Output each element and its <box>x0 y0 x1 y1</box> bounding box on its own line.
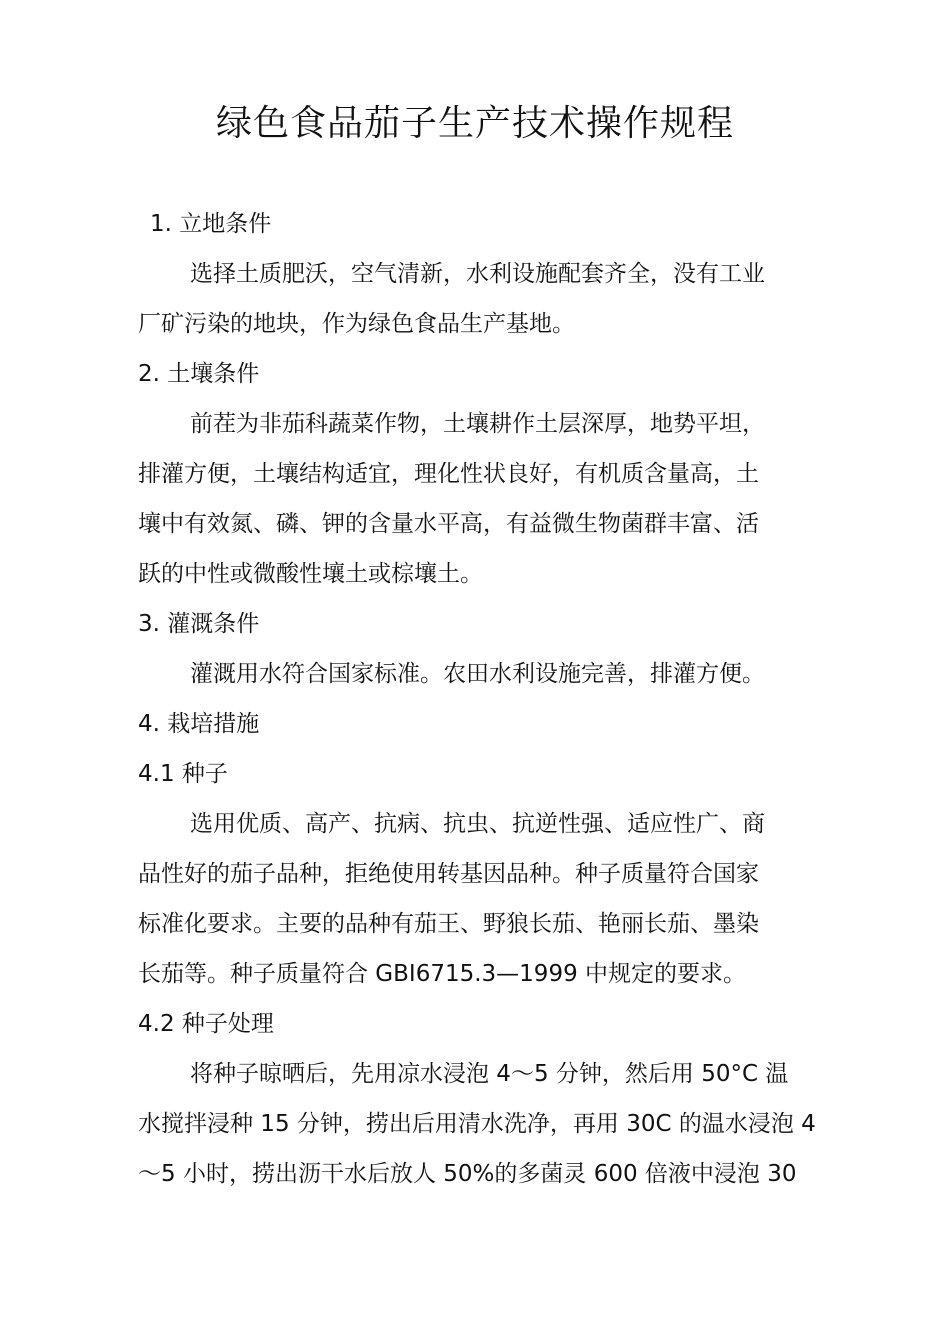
paragraph-line: 跃的中性或微酸性壤土或棕壤土。 <box>138 561 483 587</box>
paragraph-line: 前茬为非茄科蔬菜作物，土壤耕作土层深厚，地势平坦， <box>190 411 765 437</box>
subsection-heading-4-2: 4.2 种子处理 <box>138 1011 274 1037</box>
paragraph-line: 选用优质、高产、抗病、抗虫、抗逆性强、适应性广、商 <box>190 811 765 837</box>
document-title: 绿色食品茄子生产技术操作规程 <box>215 103 734 144</box>
section-heading-4: 4. 栽培措施 <box>138 711 260 737</box>
paragraph-line: 将种子晾晒后，先用凉水浸泡 4〜5 分钟，然后用 50°C 温 <box>190 1061 789 1087</box>
section-heading-2: 2. 土壤条件 <box>138 361 260 387</box>
paragraph-line: 灌溉用水符合国家标准。农田水利设施完善，排灌方便。 <box>190 661 765 687</box>
paragraph-line: 厂矿污染的地块，作为绿色食品生产基地。 <box>138 311 575 337</box>
paragraph-line: 壤中有效氮、磷、钾的含量水平高，有益微生物菌群丰富、活 <box>138 511 759 537</box>
paragraph-line: 长茄等。种子质量符合 GBI6715.3—1999 中规定的要求。 <box>138 961 747 987</box>
paragraph-line: 品性好的茄子品种，拒绝使用转基因品种。种子质量符合国家 <box>138 861 759 887</box>
paragraph-line: 水搅拌浸种 15 分钟，捞出后用清水洗净，再用 30C 的温水浸泡 4 <box>138 1111 816 1137</box>
subsection-heading-4-1: 4.1 种子 <box>138 761 228 787</box>
section-heading-1: 1. 立地条件 <box>150 211 272 237</box>
paragraph-line: 〜5 小时，捞出沥干水后放人 50%的多菌灵 600 倍液中浸泡 30 <box>138 1161 797 1187</box>
section-heading-3: 3. 灌溉条件 <box>138 611 260 637</box>
paragraph-line: 选择土质肥沃，空气清新，水利设施配套齐全，没有工业 <box>190 261 765 287</box>
paragraph-line: 标准化要求。主要的品种有茄王、野狼长茄、艳丽长茄、墨染 <box>138 911 759 937</box>
paragraph-line: 排灌方便，土壤结构适宜，理化性状良好，有机质含量高，土 <box>138 461 759 487</box>
